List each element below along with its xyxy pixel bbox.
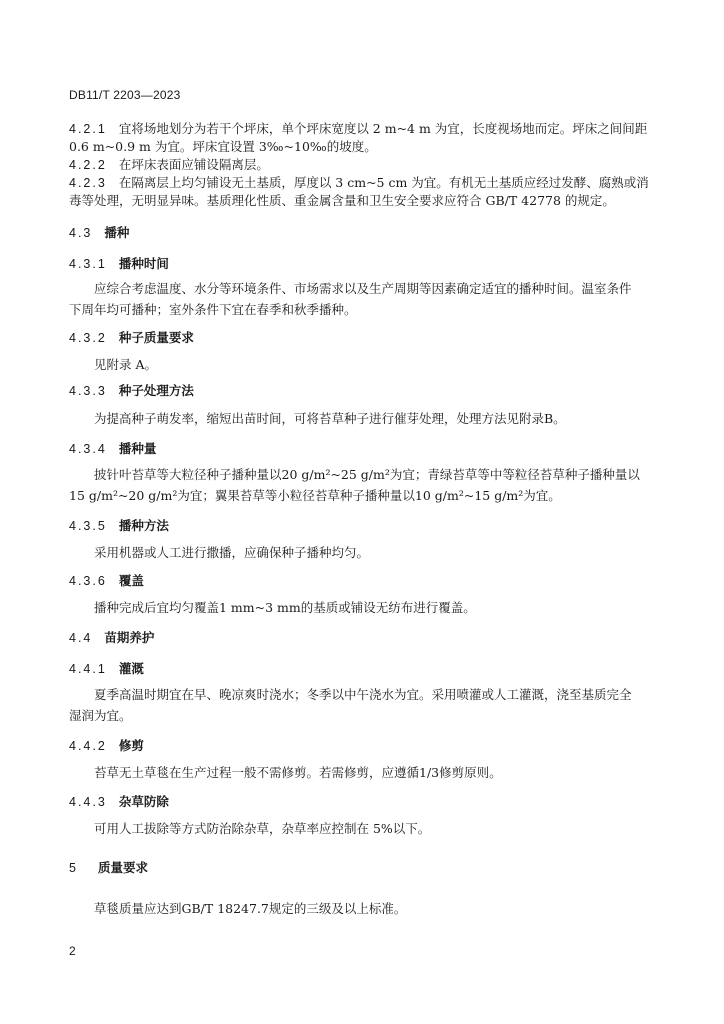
paragraph-line: 15 g/m²~20 g/m²为宜；翼果苔草等小粒径苔草种子播种量以10 g/m²~15 g/m²为宜。 <box>69 488 561 503</box>
clause-4-3-1-heading <box>69 256 169 272</box>
clause-number: 4.3.4 <box>69 442 107 456</box>
clause-number: 4.2.1 <box>69 122 107 136</box>
clause-number: 4.3.3 <box>69 384 107 398</box>
paragraph-line: 草毯质量应达到GB/T 18247.7规定的三级及以上标准。 <box>94 901 407 916</box>
clause-text: 0.6 m~0.9 m 为宜。坪床宜设置 3‰~10‰的坡度。 <box>69 139 377 154</box>
section-4-4-heading <box>69 630 154 646</box>
clause-title: 播种方法 <box>118 518 169 533</box>
clause-4-3-5-heading <box>69 518 169 534</box>
paragraph-line: 采用机器或人工进行撒播，应确保种子播种均匀。 <box>94 545 370 560</box>
paragraph-line: 为提高种子萌发率，缩短出苗时间，可将苔草种子进行催芽处理，处理方法见附录B。 <box>94 411 566 426</box>
clause-number: 4.3.6 <box>69 574 107 588</box>
paragraph-line: 见附录 A。 <box>94 357 158 372</box>
paragraph-line: 应综合考虑温度、水分等环境条件、市场需求以及生产周期等因素确定适宜的播种时间。温室条件 <box>94 281 632 296</box>
paragraph-line: 苔草无土草毯在生产过程一般不需修剪。若需修剪，应遵循1/3修剪原则。 <box>94 765 502 780</box>
clause-title: 播种量 <box>118 441 157 456</box>
section-title: 苗期养护 <box>104 630 155 645</box>
clause-4-2-1 <box>69 121 669 137</box>
clause-number: 4.3.5 <box>69 519 107 533</box>
section-4-3-heading <box>69 225 129 241</box>
clause-4-4-2-heading <box>69 738 144 754</box>
clause-4-4-1-heading <box>69 661 144 677</box>
clause-4-4-3-body <box>69 818 669 839</box>
clause-title: 播种时间 <box>118 256 169 271</box>
clause-number: 4.4.1 <box>69 662 107 676</box>
clause-4-4-2-body <box>69 762 669 783</box>
clause-title: 杂草防除 <box>118 794 169 809</box>
clause-4-3-6-heading <box>69 573 144 589</box>
clause-4-3-2-body <box>69 354 669 375</box>
paragraph-line: 披针叶苔草等大粒径种子播种量以20 g/m²~25 g/m²为宜；青绿苔草等中等粒径苔草种子播种量以 <box>94 467 640 482</box>
section-number: 5 <box>69 861 78 875</box>
clause-4-3-4-body <box>69 464 669 506</box>
clause-number: 4.2.2 <box>69 158 107 172</box>
page-number: 2 <box>69 944 76 958</box>
clause-number: 4.2.3 <box>69 176 107 190</box>
section-number: 4.3 <box>69 226 93 240</box>
clause-4-4-1-body <box>69 684 669 726</box>
clause-4-3-1-body <box>69 278 669 320</box>
paragraph-line: 夏季高温时期宜在早、晚凉爽时浇水；冬季以中午浇水为宜。采用喷灌或人工灌溉，浇至基质完全 <box>94 687 632 702</box>
clause-text: 在坪床表面应铺设隔离层。 <box>118 157 269 172</box>
paragraph-line: 播种完成后宜均匀覆盖1 mm~3 mm的基质或铺设无纺布进行覆盖。 <box>94 600 476 615</box>
clause-number: 4.3.1 <box>69 257 107 271</box>
clause-title: 修剪 <box>118 738 144 753</box>
clause-number: 4.3.2 <box>69 331 107 345</box>
clause-4-3-4-heading <box>69 441 156 457</box>
clause-text: 宜将场地划分为若干个坪床，单个坪床宽度以 2 m~4 m 为宜，长度视场地而定。坪床之间间距 <box>118 121 648 136</box>
clause-4-2-3 <box>69 175 669 191</box>
section-title: 质量要求 <box>97 860 148 875</box>
clause-4-3-3-heading <box>69 383 194 399</box>
section-5-body <box>69 898 669 919</box>
clause-title: 覆盖 <box>118 573 144 588</box>
section-5-heading <box>69 860 148 876</box>
clause-4-3-6-body <box>69 597 669 618</box>
paragraph-line: 下周年均可播种；室外条件下宜在春季和秋季播种。 <box>69 302 357 317</box>
paragraph-line: 可用人工拔除等方式防治除杂草，杂草率应控制在 5%以下。 <box>94 821 431 836</box>
paragraph-line: 湿润为宜。 <box>69 708 132 723</box>
clause-number: 4.4.3 <box>69 795 107 809</box>
clause-4-4-3-heading <box>69 794 169 810</box>
clause-text: 毒等处理，无明显异味。基质理化性质、重金属含量和卫生安全要求应符合 GB/T 42778 的规定。 <box>69 193 615 208</box>
standard-code: DB11/T 2203—2023 <box>69 88 181 102</box>
clause-title: 灌溉 <box>118 661 144 676</box>
clause-number: 4.4.2 <box>69 739 107 753</box>
clause-text: 在隔离层上均匀铺设无土基质，厚度以 3 cm~5 cm 为宜。有机无土基质应经过发酵、腐熟或消 <box>118 175 649 190</box>
clause-title: 种子质量要求 <box>118 330 194 345</box>
clause-title: 种子处理方法 <box>118 383 194 398</box>
clause-4-3-3-body <box>69 408 669 429</box>
clause-4-3-2-heading <box>69 330 194 346</box>
section-number: 4.4 <box>69 631 93 645</box>
clause-4-3-5-body <box>69 542 669 563</box>
section-title: 播种 <box>104 225 130 240</box>
clause-4-2-2 <box>69 157 669 173</box>
clause-4-2-3-cont <box>69 193 669 209</box>
clause-4-2-1-cont <box>69 139 669 155</box>
